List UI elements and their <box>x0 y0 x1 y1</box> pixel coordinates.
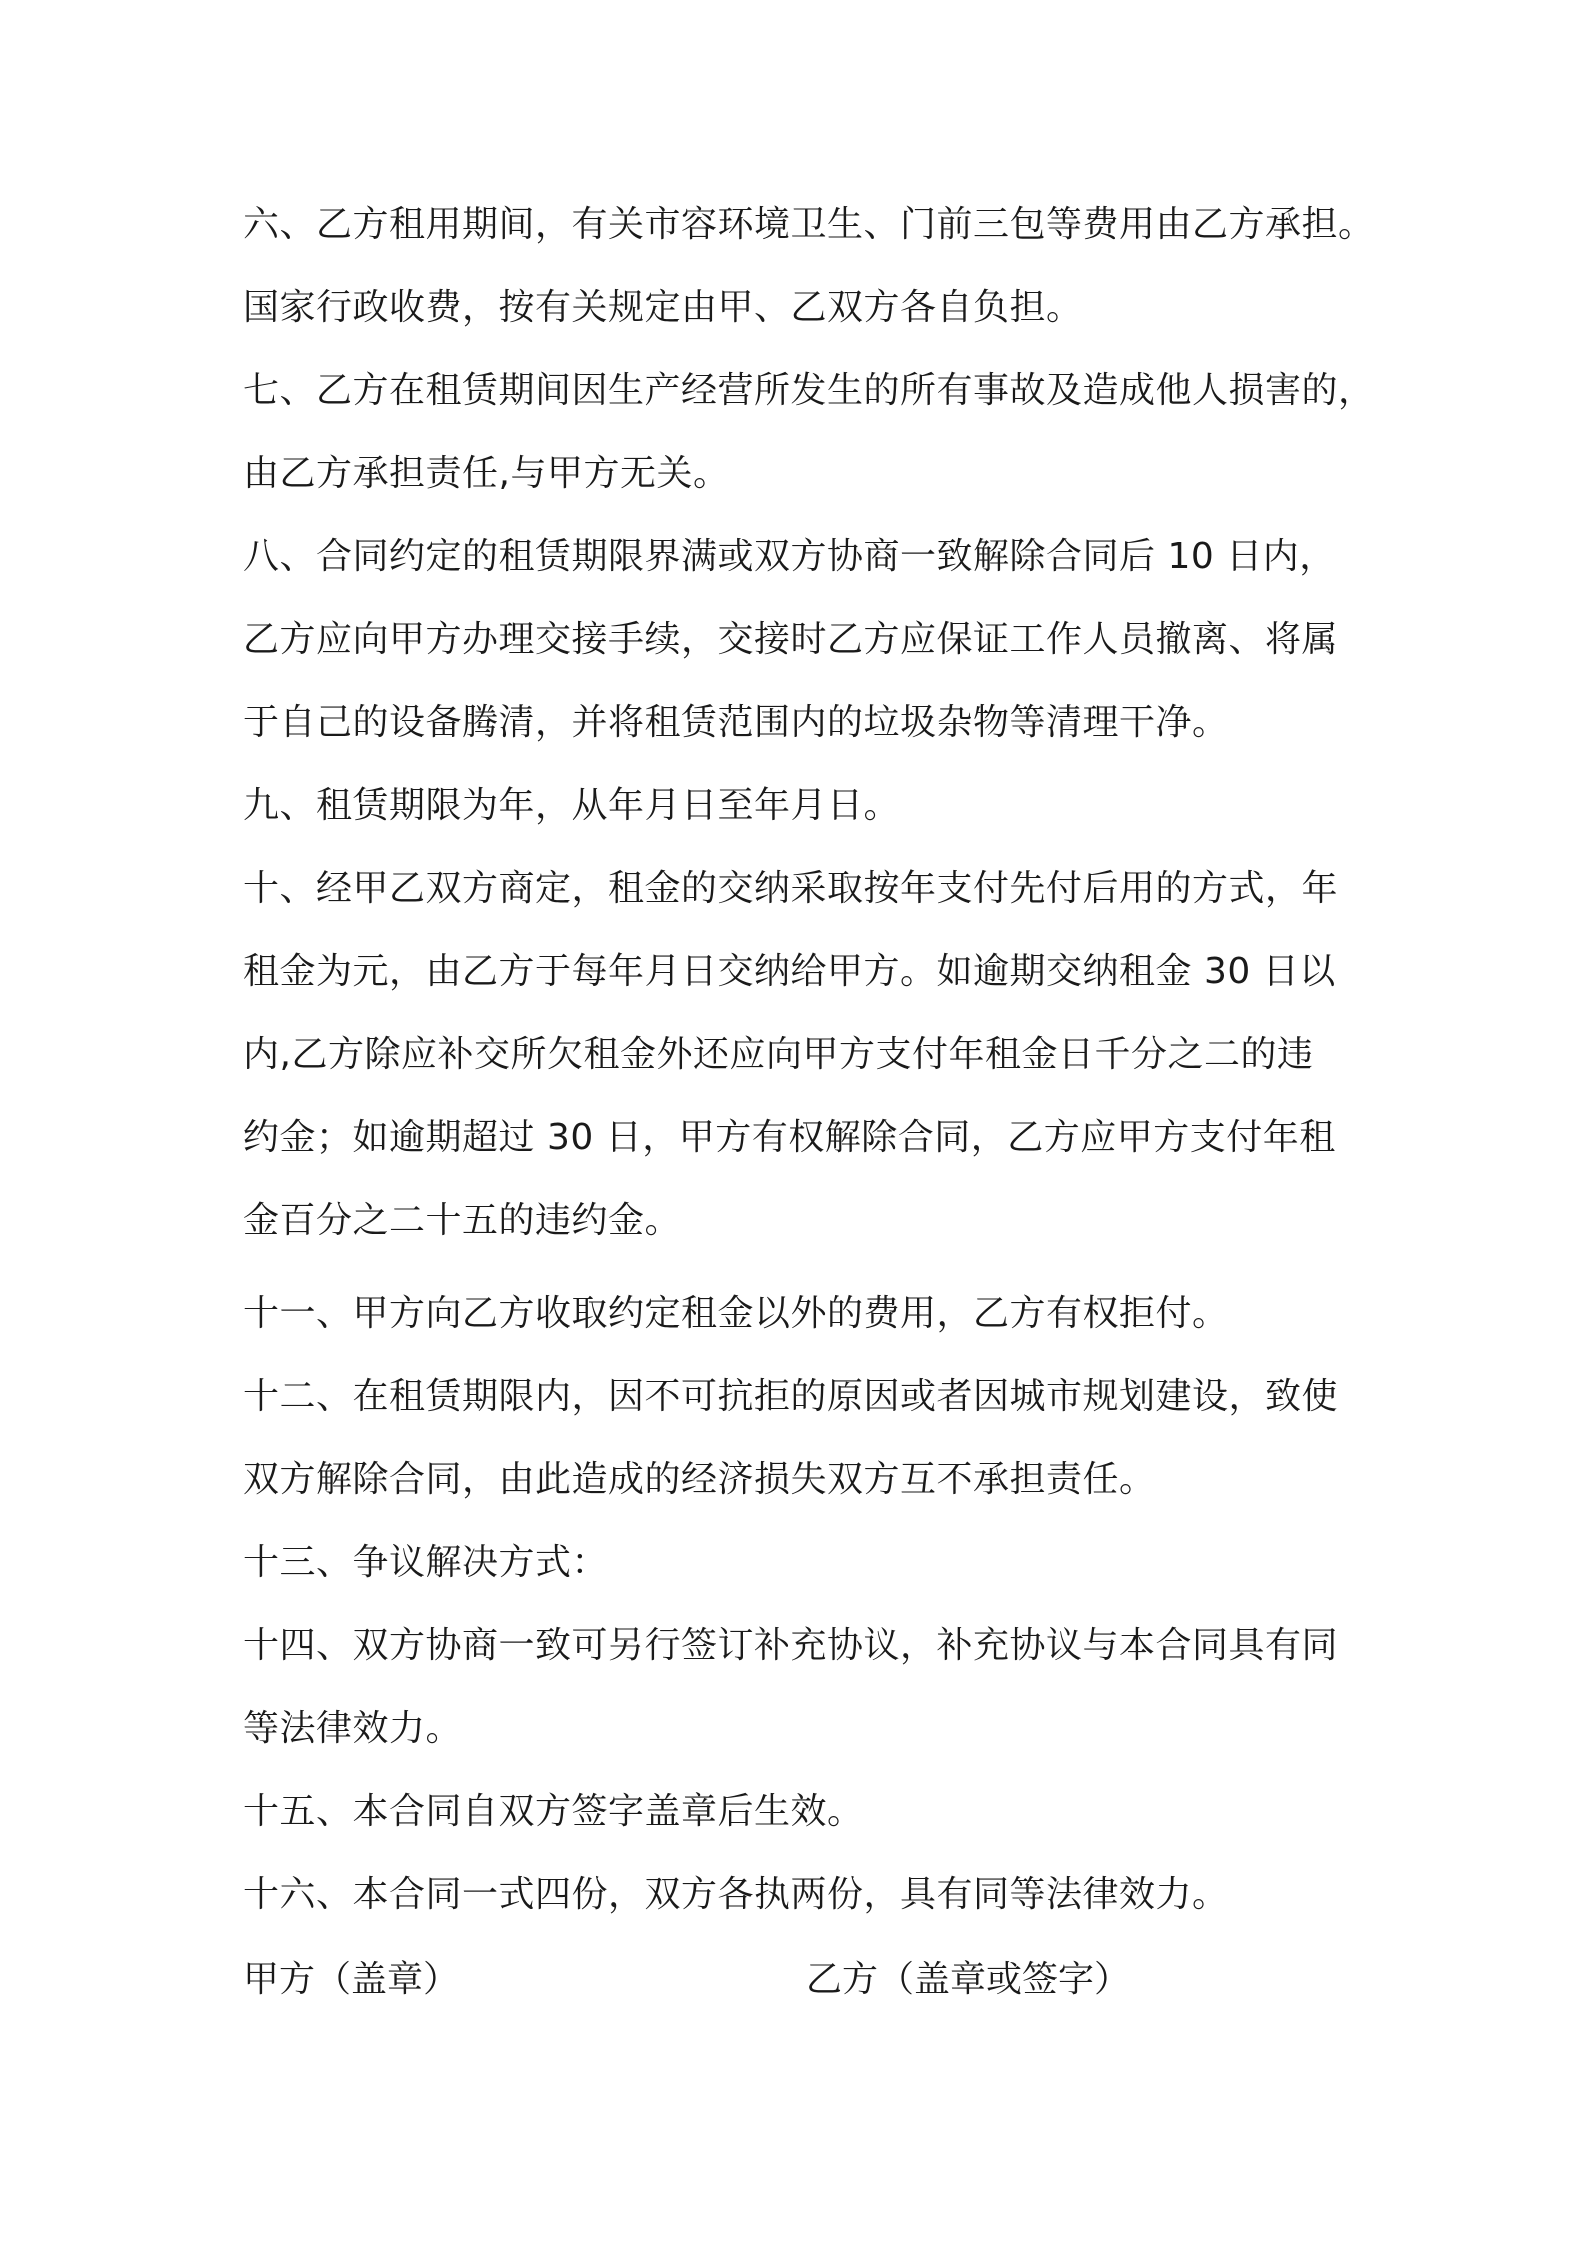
clause-line: 于自己的设备腾清，并将租赁范围内的垃圾杂物等清理干净。 <box>243 702 1229 743</box>
clause-line: 十四、双方协商一致可另行签订补充协议，补充协议与本合同具有同 <box>243 1625 1339 1666</box>
clause-line: 国家行政收费，按有关规定由甲、乙双方各自负担。 <box>243 287 1083 328</box>
clause-line: 十二、在租赁期限内，因不可抗拒的原因或者因城市规划建设，致使 <box>243 1376 1339 1417</box>
clause-line: 乙方应向甲方办理交接手续，交接时乙方应保证工作人员撤离、将属 <box>243 619 1339 660</box>
clause-line: 十三、争议解决方式： <box>243 1542 609 1583</box>
clause-line: 由乙方承担责任,与甲方无关。 <box>243 453 730 494</box>
clause-line: 六、乙方租用期间，有关市容环境卫生、门前三包等费用由乙方承担。 <box>243 204 1375 245</box>
clause-line: 金百分之二十五的违约金。 <box>243 1200 682 1241</box>
clause-line: 八、合同约定的租赁期限界满或双方协商一致解除合同后 10 日内， <box>243 536 1336 577</box>
clause-line: 九、租赁期限为年，从年月日至年月日。 <box>243 785 901 826</box>
clause-line: 十六、本合同一式四份，双方各执两份，具有同等法律效力。 <box>243 1874 1229 1915</box>
clause-line: 双方解除合同，由此造成的经济损失双方互不承担责任。 <box>243 1459 1156 1500</box>
clause-line: 七、乙方在租赁期间因生产经营所发生的所有事故及造成他人损害的， <box>243 370 1375 411</box>
party-a-signature-label: 甲方（盖章） <box>243 1959 460 2000</box>
clause-line: 等法律效力。 <box>243 1708 463 1749</box>
clause-line: 十、经甲乙双方商定，租金的交纳采取按年支付先付后用的方式，年 <box>243 868 1339 909</box>
clause-line: 约金；如逾期超过 30 日，甲方有权解除合同，乙方应甲方支付年租 <box>243 1117 1336 1158</box>
clause-line: 内,乙方除应补交所欠租金外还应向甲方支付年租金日千分之二的违 <box>243 1034 1314 1075</box>
clause-line: 十五、本合同自双方签字盖章后生效。 <box>243 1791 864 1832</box>
party-b-signature-label: 乙方（盖章或签字） <box>806 1959 1131 2000</box>
clause-line: 租金为元，由乙方于每年月日交纳给甲方。如逾期交纳租金 30 日以 <box>243 951 1336 992</box>
clause-line: 十一、甲方向乙方收取约定租金以外的费用，乙方有权拒付。 <box>243 1293 1229 1334</box>
